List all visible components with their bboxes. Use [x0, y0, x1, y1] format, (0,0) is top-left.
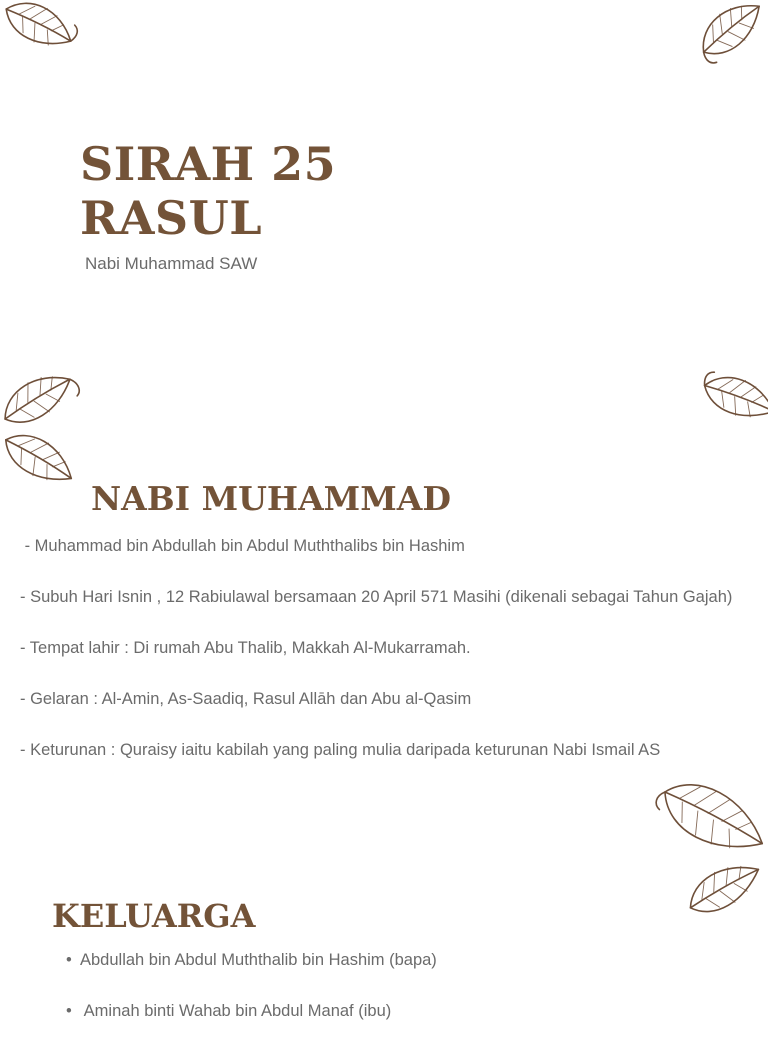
family-item-mother: • Aminah binti Wahab bin Abdul Manaf (ibu) — [52, 999, 437, 1024]
leaf-sketch-icon — [650, 774, 768, 928]
profile-item-lineage-origin: - Keturunan : Quraisy iaitu kabilah yang paling mulia daripada keturunan Nabi Ismail AS — [20, 741, 661, 759]
leaf-sketch-icon — [0, 366, 86, 494]
leaf-sketch-icon — [0, 0, 80, 58]
leaf-sketch-icon — [690, 0, 768, 64]
profile-item-birth: - Subuh Hari Isnin , 12 Rabiulawal bersamaan 20 April 571 Masihi (dikenali sebagai Tahun Gajah) — [20, 588, 733, 606]
family-list — [52, 948, 437, 1050]
section-heading-keluarga: KELUARGA — [52, 897, 256, 935]
profile-item-titles: - Gelaran : Al-Amin, As-Saadiq, Rasul Allāh dan Abu al-Qasim — [20, 690, 472, 708]
title-line-2: RASUL — [80, 191, 263, 245]
page-title — [80, 137, 336, 245]
title-line-1: SIRAH 25 — [80, 137, 337, 191]
family-item-father: • Abdullah bin Abdul Muththalib bin Hashim (bapa) — [52, 948, 437, 973]
page-subtitle: Nabi Muhammad SAW — [85, 254, 258, 273]
profile-details — [20, 534, 750, 789]
profile-item-lineage: - Muhammad bin Abdullah bin Abdul Muththalibs bin Hashim — [20, 537, 465, 555]
section-heading-nabi-muhammad: NABI MUHAMMAD — [91, 479, 451, 518]
profile-item-birthplace: - Tempat lahir : Di rumah Abu Thalib, Makkah Al-Mukarramah. — [20, 639, 471, 657]
leaf-sketch-icon — [696, 364, 768, 434]
